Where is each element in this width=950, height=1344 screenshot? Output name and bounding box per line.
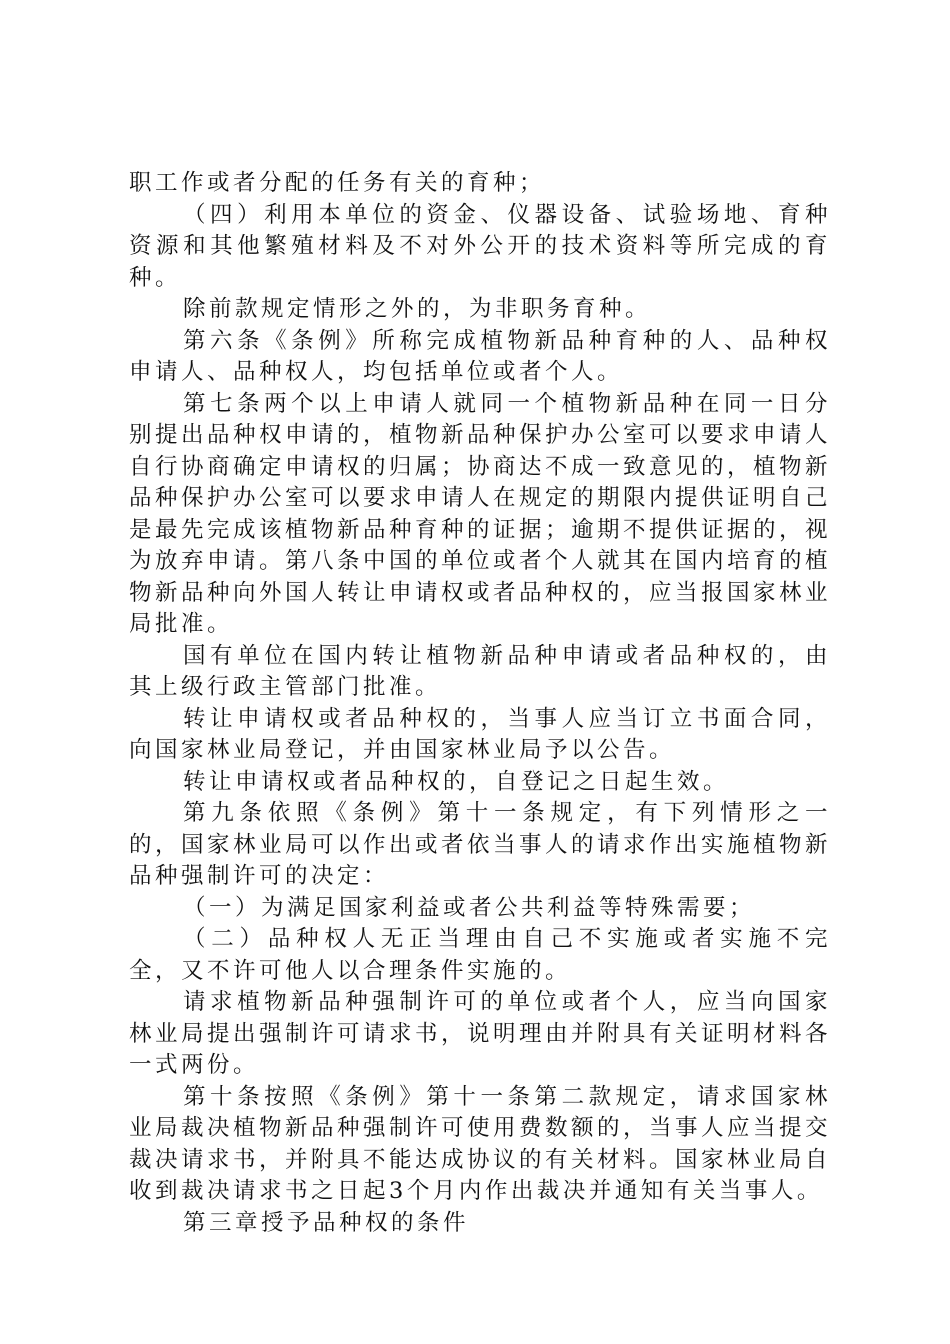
paragraph-compulsory-license-request: 请求植物新品种强制许可的单位或者个人，应当向国家林业局提出强制许可请求书，说明理由并附具有关证明材料各一式两份。	[129, 989, 832, 1078]
paragraph-article-10: 第十条按照《条例》第十一条第二款规定，请求国家林业局裁决植物新品种强制许可使用费数额的，当事人应当提交裁决请求书，并附具不能达成协议的有关材料。国家林业局自收到裁决请求书之日起3个月内作出裁决并通知有关当事人。	[129, 1083, 832, 1204]
paragraph-item-4: （四）利用本单位的资金、仪器设备、试验场地、育种资源和其他繁殖材料及不对外公开的技术资料等所完成的育种。	[129, 201, 831, 291]
document-page	[129, 168, 831, 1239]
paragraph-article-6: 第六条《条例》所称完成植物新品种育种的人、品种权申请人、品种权人，均包括单位或者个人。	[129, 327, 831, 385]
paragraph-transfer-effective: 转让申请权或者品种权的，自登记之日起生效。	[183, 768, 730, 795]
paragraph-state-owned-transfer: 国有单位在国内转让植物新品种申请或者品种权的，由其上级行政主管部门批准。	[129, 642, 831, 700]
paragraph-article-7-8: 第七条两个以上申请人就同一个植物新品种在同一日分别提出品种权申请的，植物新品种保护办公室可以要求申请人自行协商确定申请权的归属；协商达不成一致意见的，植物新品种保护办公室可以要求申请人在规定的期限内提供证明自己是最先完成该植物新品种育种的证据；逾期不提供证据的，视为放弃申请。第八条中国的单位或者个人就其在国内培育的植物新品种向外国人转让申请权或者品种权的，应当报国家林业局批准。	[129, 390, 832, 637]
paragraph-article-9: 第九条依照《条例》第十一条规定，有下列情形之一的，国家林业局可以作出或者依当事人的请求作出实施植物新品种强制许可的决定：	[129, 800, 832, 889]
paragraph-transfer-contract: 转让申请权或者品种权的，当事人应当订立书面合同，向国家林业局登记，并由国家林业局予以公告。	[129, 705, 831, 763]
paragraph-item-1: （一）为满足国家利益或者公共利益等特殊需要；	[183, 894, 756, 921]
paragraph-continuation: 职工作或者分配的任务有关的育种；	[129, 170, 546, 196]
paragraph-item-2: （二）品种权人无正当理由自己不实施或者实施不完全，又不许可他人以合理条件实施的。	[129, 926, 831, 984]
chapter-3-heading: 第三章授予品种权的条件	[183, 1209, 470, 1236]
paragraph-non-service-breeding: 除前款规定情形之外的，为非职务育种。	[183, 296, 652, 322]
